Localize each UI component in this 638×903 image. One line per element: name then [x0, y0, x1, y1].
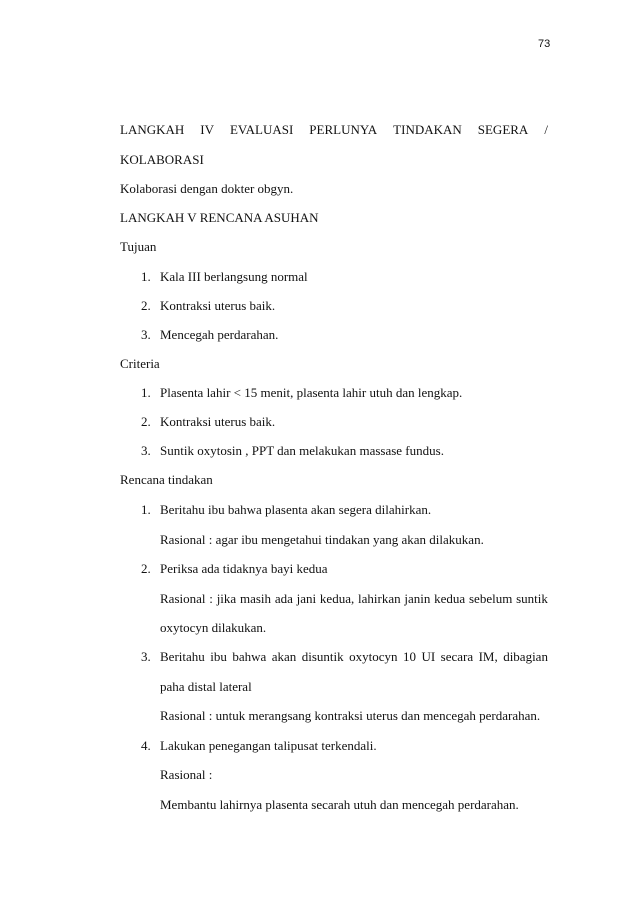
list-item-continued: paha distal lateral — [160, 679, 252, 694]
page-number: 73 — [538, 38, 551, 50]
list-number: 3. — [141, 327, 151, 342]
word: bahwa — [232, 649, 267, 664]
list-item: Plasenta lahir < 15 menit, plasenta lahir utuh dan lengkap. — [160, 385, 463, 400]
word: suntik — [516, 591, 548, 606]
word: ibu — [210, 649, 227, 664]
list-item: Kontraksi uterus baik. — [160, 414, 276, 429]
rencana-label: Rencana tindakan — [120, 472, 213, 487]
list-item: Mencegah perdarahan. — [160, 327, 279, 342]
heading-word: IV — [200, 122, 214, 137]
rasional-text: Rasional : — [160, 767, 213, 782]
heading-langkah-v: LANGKAH V RENCANA ASUHAN — [120, 210, 319, 225]
word: dibagian — [503, 649, 548, 664]
rasional-text: Rasional : untuk merangsang kontraksi uterus dan mencegah perdarahan. — [160, 708, 541, 723]
list-number: 3. — [141, 443, 151, 458]
word: akan — [271, 649, 297, 664]
word: Beritahu — [160, 649, 205, 664]
rasional-text: Rasional : agar ibu mengetahui tindakan yang akan dilakukan. — [160, 532, 484, 547]
heading-word: / — [544, 122, 548, 137]
word: : — [209, 591, 213, 606]
word: kedua, — [319, 591, 355, 606]
list-number: 1. — [141, 385, 151, 400]
heading-word: TINDAKAN — [393, 122, 462, 137]
word: lahirkan — [358, 591, 401, 606]
word: secara — [440, 649, 474, 664]
word: kedua — [434, 591, 466, 606]
heading-word: SEGERA — [477, 122, 529, 137]
list-number: 1. — [141, 269, 151, 284]
list-number: 4. — [141, 738, 151, 753]
list-number: 1. — [141, 502, 151, 517]
word: jika — [216, 591, 237, 606]
list-number: 2. — [141, 298, 151, 313]
tujuan-label: Tujuan — [120, 239, 157, 254]
list-number: 2. — [141, 561, 151, 576]
list-number: 2. — [141, 414, 151, 429]
heading-langkah-iv-continued: KOLABORASI — [120, 152, 204, 167]
word: jani — [296, 591, 317, 606]
list-item: Periksa ada tidaknya bayi kedua — [160, 561, 328, 576]
word: IM, — [478, 649, 498, 664]
heading-word: PERLUNYA — [309, 122, 378, 137]
kolaborasi-text: Kolaborasi dengan dokter obgyn. — [120, 181, 294, 196]
list-item — [160, 650, 548, 663]
word: Rasional — [160, 591, 206, 606]
word: masih — [239, 591, 272, 606]
rasional-text — [160, 592, 548, 605]
list-item: Kontraksi uterus baik. — [160, 298, 276, 313]
heading-word: EVALUASI — [229, 122, 294, 137]
word: ada — [274, 591, 293, 606]
word: 10 — [402, 649, 416, 664]
rasional-continued: oxytocyn dilakukan. — [160, 620, 267, 635]
word: UI — [421, 649, 436, 664]
list-number: 3. — [141, 649, 151, 664]
word: sebelum — [468, 591, 513, 606]
criteria-label: Criteria — [120, 356, 160, 371]
list-item: Beritahu ibu bahwa plasenta akan segera dilahirkan. — [160, 502, 432, 517]
word: oxytocyn — [349, 649, 398, 664]
rasional-continued: Membantu lahirnya plasenta secarah utuh dan mencegah perdarahan. — [160, 797, 519, 812]
list-item: Suntik oxytosin , PPT dan melakukan massase fundus. — [160, 443, 444, 458]
list-item: Lakukan penegangan talipusat terkendali. — [160, 738, 377, 753]
word: janin — [404, 591, 431, 606]
heading-word: LANGKAH — [120, 122, 185, 137]
word: disuntik — [301, 649, 344, 664]
list-item: Kala III berlangsung normal — [160, 269, 308, 284]
heading-langkah-iv — [120, 123, 548, 136]
